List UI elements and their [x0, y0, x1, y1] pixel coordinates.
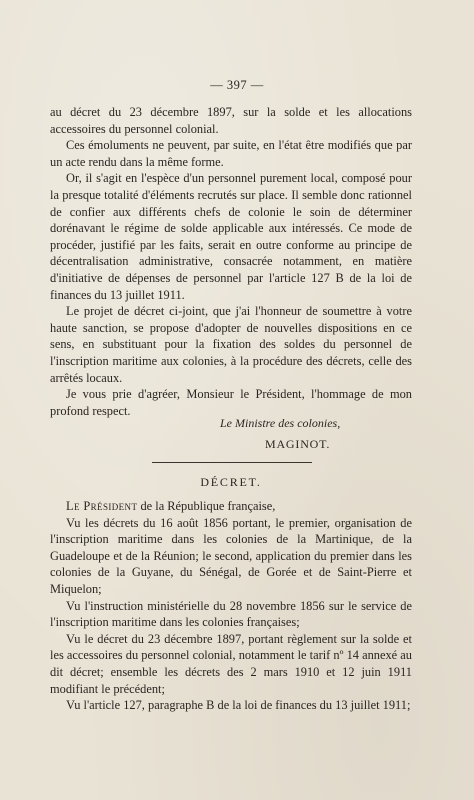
paragraph-closing: Je vous prie d'agréer, Monsieur le Président, l'hommage de mon profond respect.	[50, 387, 412, 418]
decree-heading: DÉCRET.	[200, 475, 262, 489]
paragraph-decree-project: Le projet de décret ci-joint, que j'ai l'honneur de soumettre à votre haute sanction, se propose d'adopter de nouvelles dispositions en ce sens, en substituant pour la fixation des soldes du personnel de l'inscription maritime aux colonies, à la procédure des décrets, celle des arrêtés locaux.	[50, 304, 412, 385]
considerant-article-127: Vu l'article 127, paragraphe B de la loi de finances du 13 juillet 1911;	[66, 698, 411, 713]
considerant-decrees-1856: Vu les décrets du 16 août 1856 portant, le premier, organisation de l'inscription maritime dans les colonies de la Martinique, de la Guadeloupe et de la Réunion; le second, application du premier dans les colonies de la Guyane, du Sénégal, de Gorée et de Saint-Pierre et Miquelon;	[50, 515, 412, 596]
signature-title: Le Ministre des colonies,	[220, 416, 341, 430]
report-body	[50, 104, 412, 419]
president-label: Le Président	[66, 499, 138, 513]
page-number: — 397 —	[210, 78, 264, 92]
president-line	[50, 498, 412, 515]
section-divider	[152, 462, 312, 463]
considerant-decree-1897: Vu le décret du 23 décembre 1897, portant règlement sur la solde et les accessoires du personnel colonial, notamment le tarif nº 14 annexé au dit décret; ensemble les décrets des 2 mars 1910 et 12 juin 1911 modifiant le précédent;	[50, 631, 412, 696]
paragraph-emoluments: Ces émoluments ne peuvent, par suite, en l'état être modifiés que par un acte rendu dans la même forme.	[50, 138, 412, 169]
considerant-instruction-1856: Vu l'instruction ministérielle du 28 novembre 1856 sur le service de l'inscription maritime dans les colonies françaises;	[50, 598, 412, 630]
paragraph-continuation: au décret du 23 décembre 1897, sur la solde et les allocations accessoires du personnel colonial.	[50, 105, 412, 136]
paragraph-local-personnel: Or, il s'agit en l'espèce d'un personnel purement local, composé pour la presque totalité d'éléments recrutés sur place. Il semble donc rationnel de confier aux différents chefs de colonie le soin de déterminer dorénavant le régime de solde applicable aux intéressés. Ce mode de procéder, justifié par les faits, serait en outre conforme au principe de décentralisation administrative, consacrée notamment, en matière d'initiative de dépenses de personnel par l'article 127 B de la loi de finances du 13 juillet 1911.	[50, 171, 412, 302]
signature-name: MAGINOT.	[265, 437, 331, 451]
decree-body	[50, 498, 412, 714]
president-rest: de la République française,	[137, 499, 276, 513]
